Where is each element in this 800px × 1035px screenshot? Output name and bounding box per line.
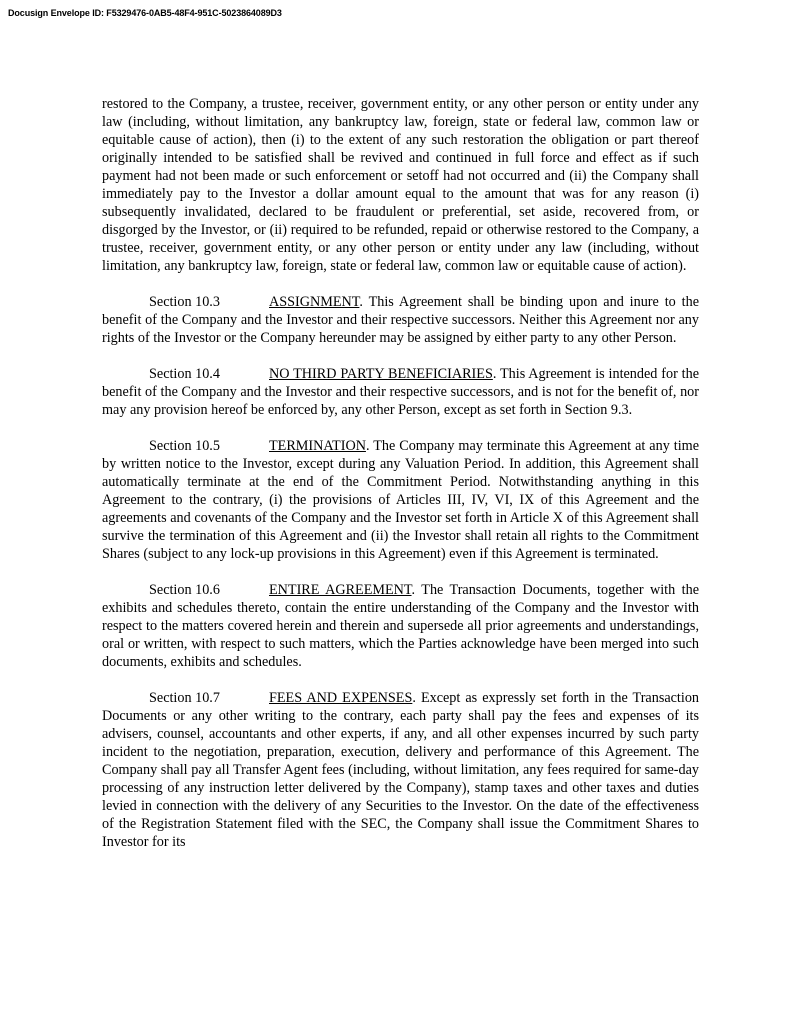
section-10-3 bbox=[102, 293, 699, 347]
section-title: NO THIRD PARTY BENEFICIARIES bbox=[269, 366, 493, 382]
section-text: . This Agreement is intended for the benefit of the Company and the Investor and their respective successors, and is not for the benefit of, nor may any provision hereof be enforced by, any other Person, except as set forth in Section 9.3. bbox=[102, 366, 699, 418]
envelope-id-header: Docusign Envelope ID: F5329476-0AB5-48F4-951C-5023864089D3 bbox=[8, 8, 282, 18]
section-text: . The Company may terminate this Agreement at any time by written notice to the Investor, except during any Valuation Period. In addition, this Agreement shall automatically terminate at the end of the Commitment Period. Notwithstanding anything in this Agreement to the contrary, (i) the provisions of Articles III, IV, VI, IX of this Agreement and the agreements and covenants of the Company and the Investor set forth in Article X of this Agreement shall survive the termination of this Agreement and (ii) the Investor shall retain all rights to the Commitment Shares (subject to any lock-up provisions in this Agreement) even if this Agreement is terminated. bbox=[102, 438, 699, 562]
section-title: TERMINATION bbox=[269, 438, 366, 454]
section-title: FEES AND EXPENSES bbox=[269, 690, 413, 706]
document-body bbox=[102, 95, 699, 869]
section-title: ENTIRE AGREEMENT bbox=[269, 582, 412, 598]
section-text: . The Transaction Documents, together with the exhibits and schedules thereto, contain the entire understanding of the Company and the Investor with respect to the matters covered herein and therein and supersede all prior agreements and understandings, oral or written, with respect to such matters, which the Parties acknowledge have been merged into such documents, exhibits and schedules. bbox=[102, 582, 700, 670]
section-10-6 bbox=[102, 581, 699, 671]
section-text: . This Agreement shall be binding upon and inure to the benefit of the Company and the Investor and their respective successors. Neither this Agreement nor any rights of the Investor or the Company hereunder may be assigned by either party to any other Person. bbox=[102, 294, 699, 346]
section-10-4 bbox=[102, 365, 699, 419]
section-number: Section 10.6 bbox=[149, 582, 220, 598]
section-text: . Except as expressly set forth in the Transaction Documents or any other writing to the contrary, each party shall pay the fees and expenses of its advisers, counsel, accountants and other experts, if any, and all other expenses incurred by such party incident to the negotiation, preparation, execution, delivery and performance of this Agreement. The Company shall pay all Transfer Agent fees (including, without limitation, any fees required for same-day processing of any instruction letter delivered by the Company), stamp taxes and other taxes and duties levied in connection with the delivery of any Securities to the Investor. On the date of the effectiveness of the Registration Statement filed with the SEC, the Company shall issue the Commitment Shares to Investor for its bbox=[102, 690, 700, 850]
section-title: ASSIGNMENT bbox=[269, 294, 360, 310]
section-number: Section 10.7 bbox=[149, 690, 220, 706]
section-number: Section 10.5 bbox=[149, 438, 220, 454]
continuation-paragraph: restored to the Company, a trustee, receiver, government entity, or any other person or entity under any law (including, without limitation, any bankruptcy law, foreign, state or federal law, common law or equitable cause of action), then (i) to the extent of any such restoration the obligation or part thereof originally intended to be satisfied shall be revived and continued in full force and effect as if such payment had not been made or such enforcement or setoff had not occurred and (ii) the Company shall immediately pay to the Investor a dollar amount equal to the amount that was for any reason (i) subsequently invalidated, declared to be fraudulent or preferential, set aside, recovered from, or disgorged by the Investor, or (ii) required to be refunded, repaid or otherwise restored to the Company, a trustee, receiver, government entity, or any other person or entity under any law (including, without limitation, any bankruptcy law, foreign, state or federal law, common law or equitable cause of action). bbox=[102, 96, 699, 274]
section-10-5 bbox=[102, 437, 699, 563]
section-number: Section 10.3 bbox=[149, 294, 220, 310]
section-10-7 bbox=[102, 689, 699, 851]
section-number: Section 10.4 bbox=[149, 366, 220, 382]
